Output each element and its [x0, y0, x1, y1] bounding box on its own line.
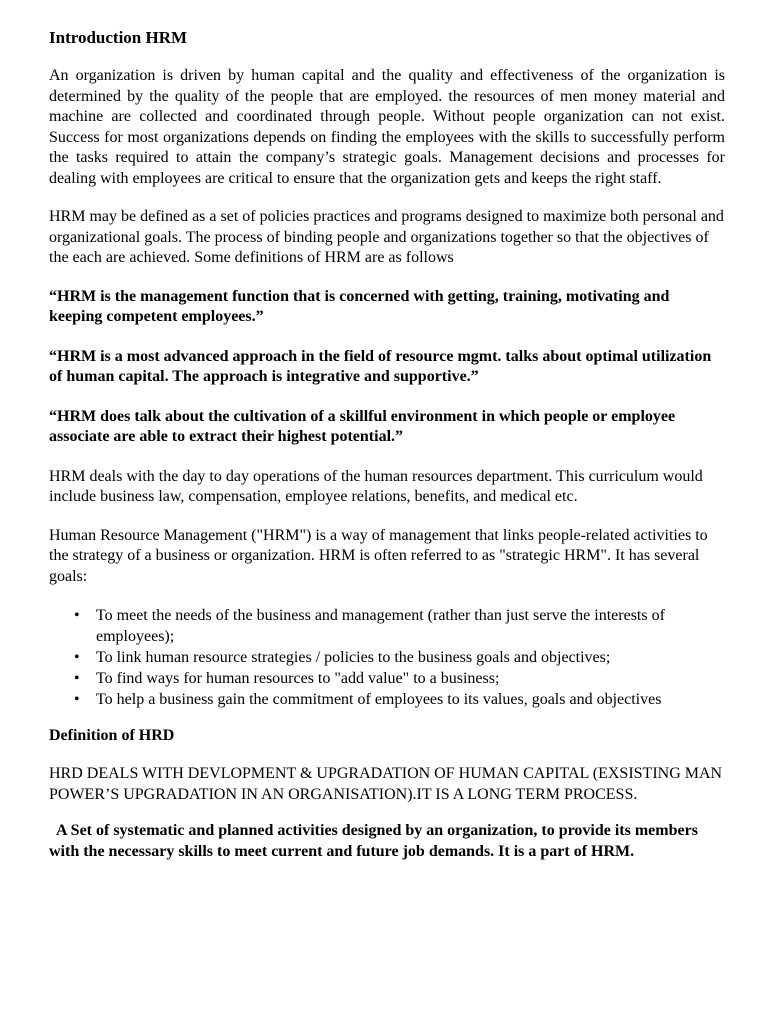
list-item — [49, 605, 725, 647]
list-item — [49, 668, 725, 689]
bullet-icon: • — [74, 649, 80, 666]
hrd-caps-paragraph: HRD DEALS WITH DEVLOPMENT & UPGRADATION OF HUMAN CAPITAL (EXSISTING MAN POWER’S UPGRADATION IN AN ORGANISATION).IT IS A LONG TERM PROCESS. — [49, 765, 723, 803]
operations-paragraph: HRM deals with the day to day operations of the human resources department. This curriculum would include business law, compensation, employee relations, benefits, and medical etc. — [49, 467, 703, 505]
bullet-icon: • — [74, 607, 80, 624]
hrd-heading: Definition of HRD — [49, 727, 175, 744]
intro-paragraph: An organization is driven by human capital and the quality and effectiveness of the organization is determined by the quality of the people that are employed. the resources of men money material and machine are collected and coordinated through people. Without people organization can not exist. Success for most organizations depends on finding the employees with the skills to successfully perform the tasks required to attain the company’s strategic goals. Management decisions and processes for dealing with employees are critical to ensure that the organization gets and keeps the right staff. — [49, 67, 725, 187]
goal-text: To find ways for human resources to "add value" to a business; — [96, 670, 500, 687]
hrd-definition-paragraph: A Set of systematic and planned activities designed by an organization, to provide its members with the necessary skills to meet current and future job demands. It is a part of HRM. — [49, 822, 698, 860]
hrm-quote-2: “HRM is a most advanced approach in the field of resource mgmt. talks about optimal utilization of human capital. The approach is integrative and supportive.” — [49, 347, 712, 385]
goals-list — [49, 605, 725, 710]
hrm-quote-3: “HRM does talk about the cultivation of a skillful environment in which people or employee associate are able to extract their highest potential.” — [49, 407, 676, 445]
list-item — [49, 689, 725, 710]
hrm-quote-1: “HRM is the management function that is concerned with getting, training, motivating and keeping competent employees.” — [49, 287, 670, 325]
strategic-hrm-paragraph: Human Resource Management ("HRM") is a way of management that links people-related activities to the strategy of a business or organization. HRM is often referred to as "strategic HRM". It has several goals: — [49, 526, 708, 585]
list-item — [49, 647, 725, 668]
goal-text: To help a business gain the commitment of employees to its values, goals and objectives — [96, 691, 662, 708]
goal-text: To link human resource strategies / policies to the business goals and objectives; — [96, 649, 611, 666]
bullet-icon: • — [74, 691, 80, 708]
bullet-icon: • — [74, 670, 80, 687]
page-title: Introduction HRM — [49, 28, 188, 47]
definition-paragraph: HRM may be defined as a set of policies practices and programs designed to maximize both personal and organizational goals. The process of binding people and organizations together so that the objectives of the each are achieved. Some definitions of HRM are as follows — [49, 208, 724, 266]
goal-text: To meet the needs of the business and management (rather than just serve the interests of employees); — [96, 607, 665, 645]
document-page — [49, 28, 725, 862]
